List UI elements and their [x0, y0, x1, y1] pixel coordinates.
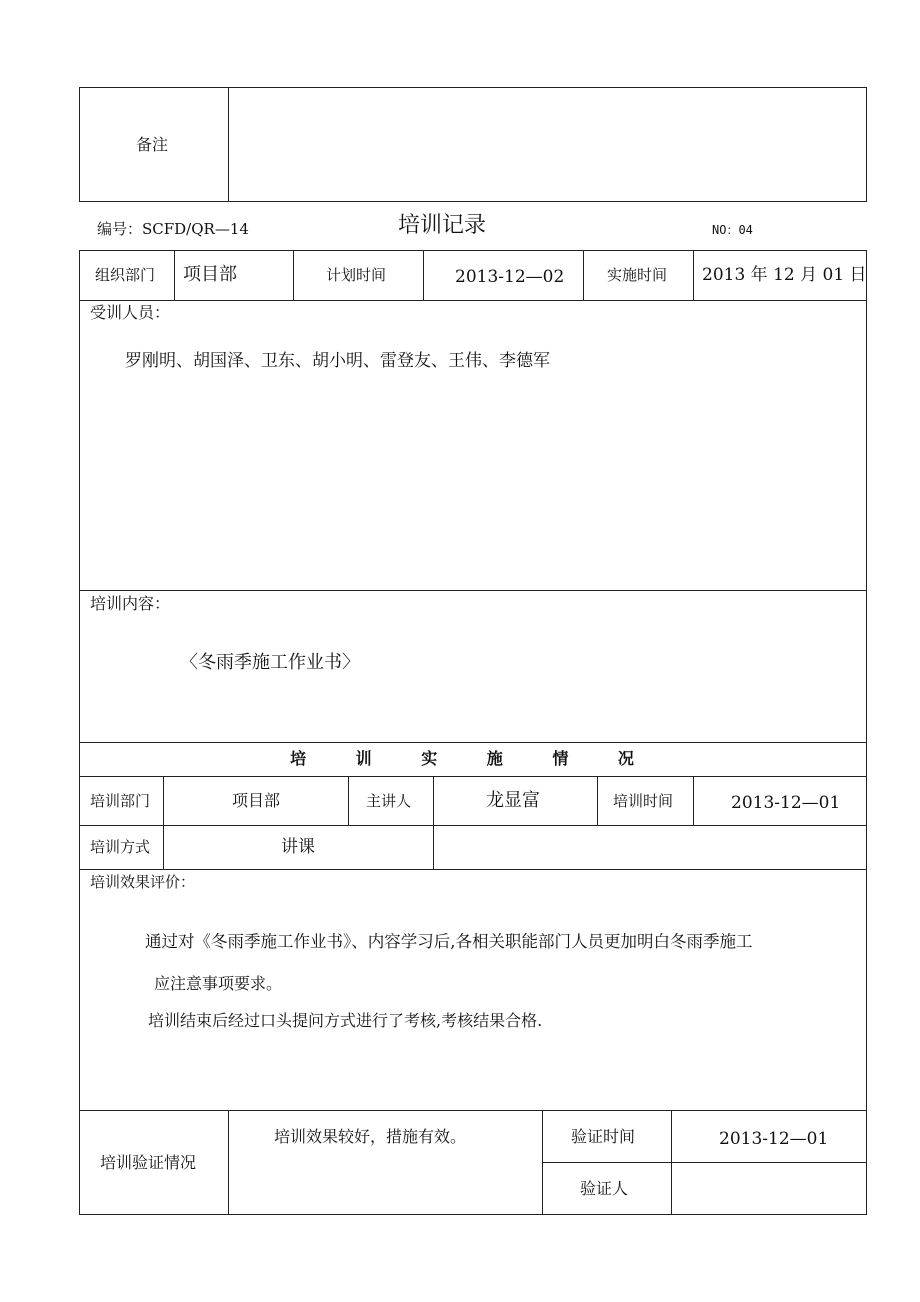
evaluation-bottom-line: [79, 1110, 867, 1111]
trainees-bottom-line: [79, 590, 867, 591]
speaker-value: 龙显富: [486, 790, 540, 811]
plan-time-value: 2013-12—02: [455, 267, 565, 287]
implementation-heading: [79, 751, 867, 767]
method-row-bottom-line: [79, 869, 867, 870]
trainees-value: 罗刚明、胡国泽、卫东、胡小明、雷登友、王伟、李德军: [125, 351, 550, 371]
verifier-label: 验证人: [580, 1179, 629, 1198]
content-label: 培训内容：: [90, 594, 171, 613]
verification-result: 培训效果较好，措施有效。: [274, 1127, 467, 1146]
speaker-label: 主讲人: [366, 792, 412, 810]
verify-divider-1: [228, 1110, 229, 1215]
impl-row-bottom-line: [79, 825, 867, 826]
impl-row-divider-1: [163, 776, 164, 869]
org-dept-value: 项目部: [183, 264, 237, 285]
document-code: 编号：SCFD/QR—14: [97, 220, 249, 238]
training-method-label: 培训方式: [90, 838, 151, 856]
evaluation-line-2: 应注意事项要求。: [154, 974, 283, 993]
row1-bottom-line: [79, 300, 867, 301]
impl-row-divider-5: [693, 776, 694, 825]
evaluation-line-3: 培训结束后经过口头提问方式进行了考核,考核结果合格.: [148, 1011, 543, 1030]
row1-divider-1: [174, 250, 175, 300]
row1-divider-3: [423, 250, 424, 300]
plan-time-label: 计划时间: [326, 266, 387, 284]
training-dept-value: 项目部: [232, 791, 281, 810]
verification-time-label: 验证时间: [571, 1127, 636, 1146]
trainees-label: 受训人员：: [90, 303, 171, 322]
impl-row-divider-2: [348, 776, 349, 825]
impl-heading-bottom-line: [79, 776, 867, 777]
impl-row-divider-3: [433, 776, 434, 869]
content-bottom-line: [79, 742, 867, 743]
remarks-label: 备注: [136, 135, 169, 154]
impl-time-value: 2013 年 12 月 01 日: [702, 265, 867, 285]
training-method-value: 讲课: [281, 837, 315, 857]
verification-time-value: 2013-12—01: [719, 1129, 829, 1149]
row1-divider-4: [583, 250, 584, 300]
org-dept-label: 组织部门: [95, 266, 156, 284]
training-time-label: 培训时间: [613, 792, 674, 810]
remarks-divider: [228, 87, 229, 202]
training-time-value: 2013-12—01: [731, 793, 841, 813]
content-value: 〈冬雨季施工作业书〉: [180, 652, 360, 673]
implementation-heading-text: 培 训 实 施 情 况: [290, 749, 656, 768]
record-number: NO：04: [712, 223, 753, 237]
training-dept-label: 培训部门: [90, 792, 151, 810]
impl-row-divider-4: [597, 776, 598, 825]
evaluation-label: 培训效果评价：: [90, 873, 196, 891]
verify-mid-line: [542, 1162, 867, 1163]
training-record-form: [79, 250, 867, 1215]
row1-divider-5: [693, 250, 694, 300]
row1-divider-2: [293, 250, 294, 300]
verification-label: 培训验证情况: [100, 1153, 197, 1172]
evaluation-line-1: 通过对《冬雨季施工作业书》、内容学习后,各相关职能部门人员更加明白冬雨季施工: [145, 932, 753, 951]
page-title: 培训记录: [398, 213, 487, 238]
remarks-table: [79, 87, 867, 202]
impl-time-label: 实施时间: [607, 266, 668, 284]
